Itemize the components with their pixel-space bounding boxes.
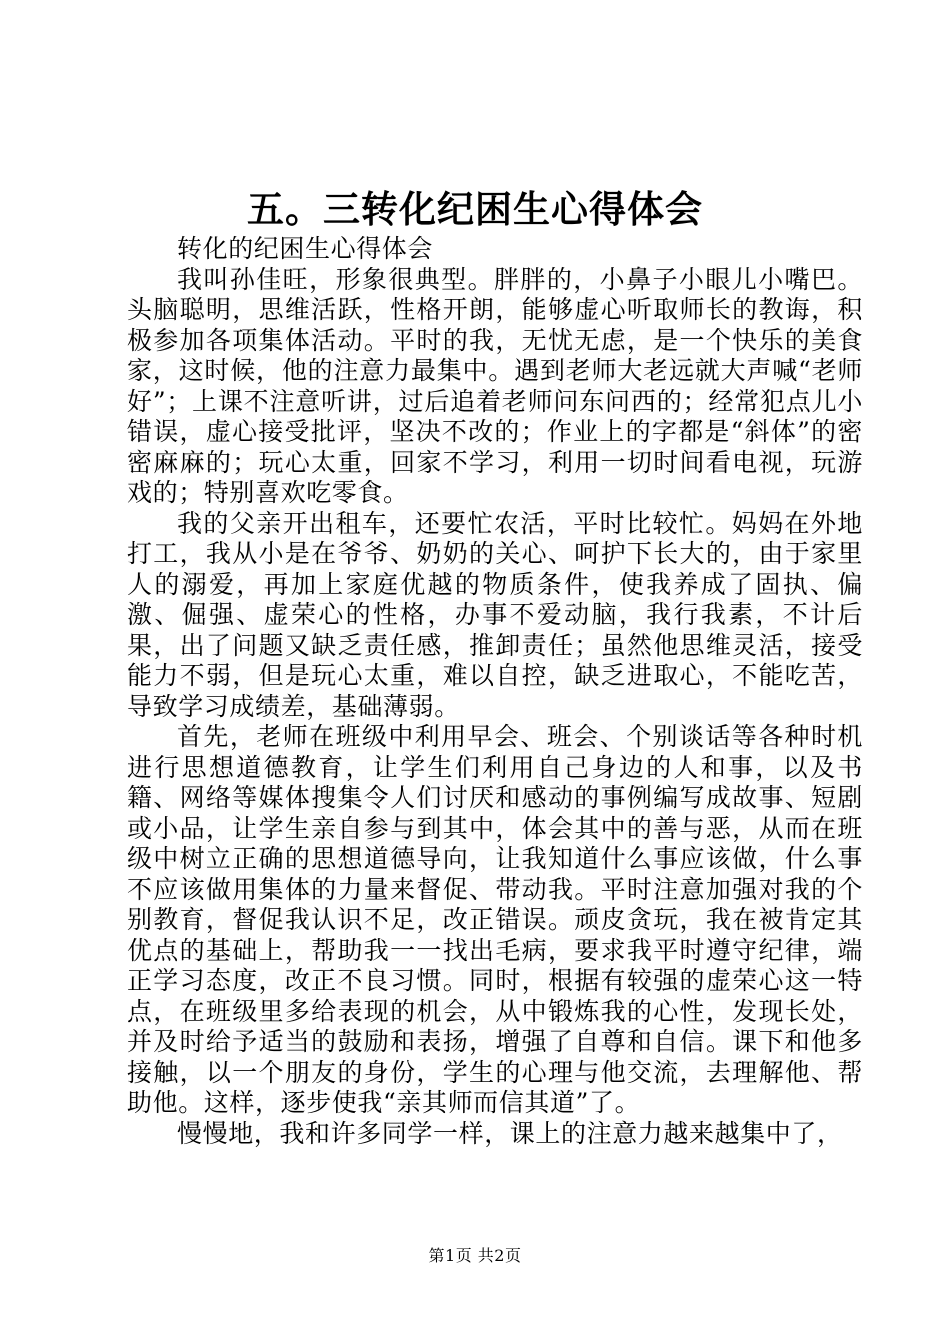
body-paragraph-3: 首先，老师在班级中利用早会、班会、个别谈话等各种时机进行思想道德教育，让学生们利用自己身边的人和事，以及书籍、网络等媒体搜集令人们讨厌和感动的事例编写成故事、短剧或小品，让学生亲自参与到其中，体会其中的善与恶，从而在班级中树立正确的思想道德导向，让我知道什么事应该做，什么事不应该做用集体的力量来督促、带动我。平时注意加强对我的个别教育，督促我认识不足，改正错误。顽皮贪玩，我在被肯定其优点的基础上，帮助我一一找出毛病，要求我平时遵守纪律，端正学习态度，改正不良习惯。同时，根据有较强的虚荣心这一特点，在班级里多给表现的机会，从中锻炼我的心性，发现长处，并及时给予适当的鼓励和表扬，增强了自尊和自信。课下和他多接触，以一个朋友的身份，学生的心理与他交流，去理解他、帮助他。这样，逐步使我“亲其师而信其道”了。 <box>127 722 863 1117</box>
page-indicator: 第1页 共2页 <box>428 1246 522 1265</box>
document-subtitle: 转化的纪困生心得体会 <box>177 234 434 263</box>
document-title: 五。三转化纪困生心得体会 <box>247 187 703 231</box>
page-footer <box>0 1246 950 1266</box>
document-body <box>127 234 863 1149</box>
body-paragraph-4: 慢慢地，我和许多同学一样，课上的注意力越来越集中了， <box>177 1118 843 1148</box>
body-paragraph-2: 我的父亲开出租车，还要忙农活，平时比较忙。妈妈在外地打工，我从小是在爷爷、奶奶的关心、呵护下长大的，由于家里人的溺爱，再加上家庭优越的物质条件，使我养成了固执、偏激、倔强、虚荣心的性格，办事不爱动脑，我行我素，不计后果，出了问题又缺乏责任感，推卸责任；虽然他思维灵活，接受能力不弱，但是玩心太重，难以自控，缺乏进取心，不能吃苦，导致学习成绩差，基础薄弱。 <box>127 508 863 721</box>
body-paragraph-1: 我叫孙佳旺，形象很典型。胖胖的，小鼻子小眼儿小嘴巴。头脑聪明，思维活跃，性格开朗，能够虚心听取师长的教诲，积极参加各项集体活动。平时的我，无忧无虑，是一个快乐的美食家，这时候，他的注意力最集中。遇到老师大老远就大声喊“老师好”；上课不注意听讲，过后追着老师问东问西的；经常犯点儿小错误，虚心接受批评，坚决不改的；作业上的字都是“斜体”的密密麻麻的；玩心太重，回家不学习，利用一切时间看电视，玩游戏的；特别喜欢吃零食。 <box>127 264 863 507</box>
